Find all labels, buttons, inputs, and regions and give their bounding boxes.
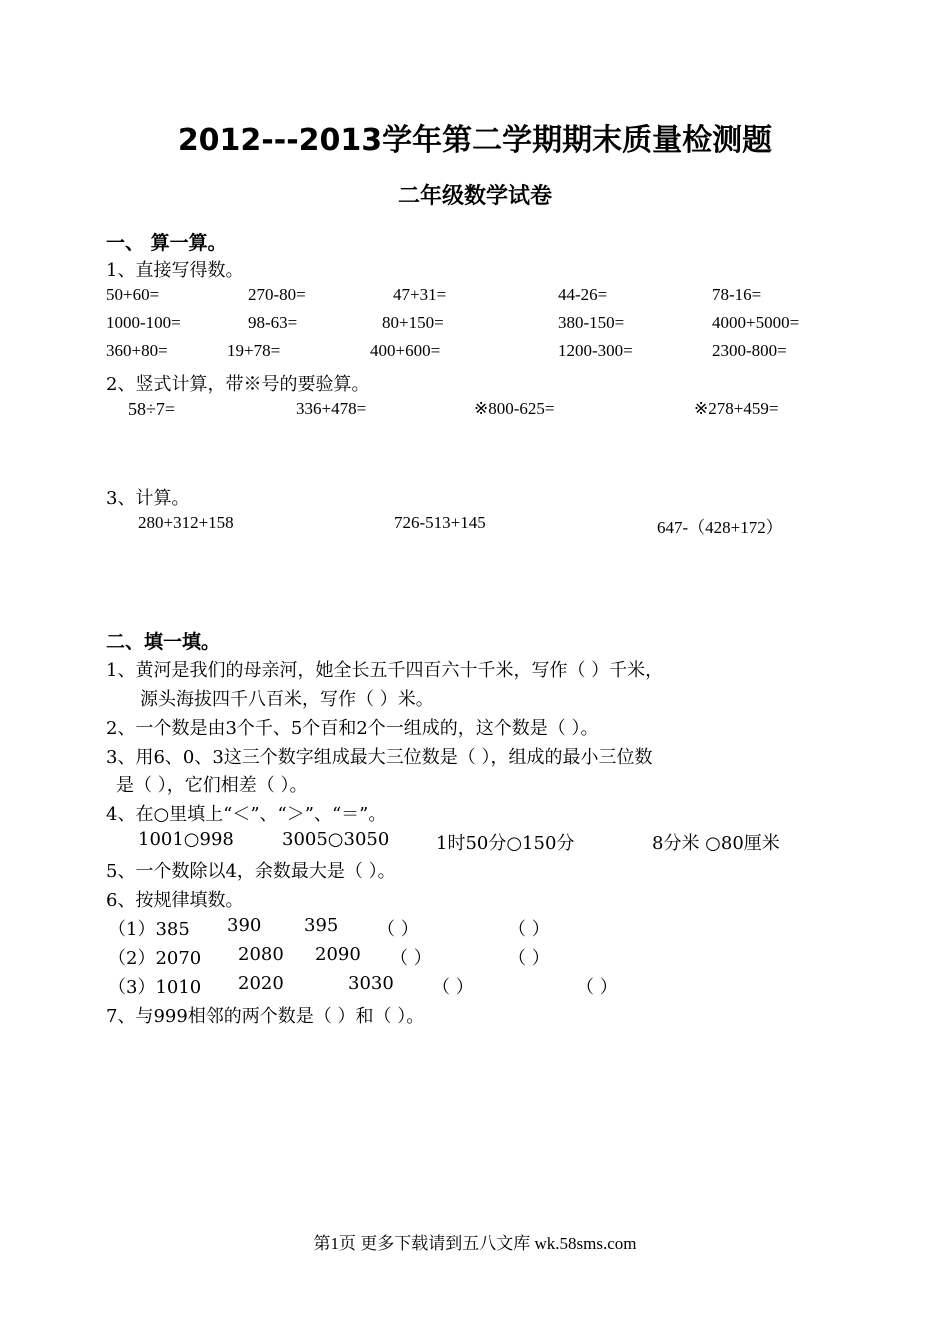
calc-item: 726-513+145 — [394, 513, 486, 532]
compare-item: 1001○998 — [138, 829, 234, 850]
pattern-item: （ ） — [377, 919, 419, 940]
compare-item: 8分米 ○80厘米 — [652, 833, 780, 854]
pattern-item: 2020 — [238, 973, 284, 994]
page-footer: 第1页 更多下载请到五八文库 wk.58sms.com — [313, 1234, 637, 1253]
oral-calc-item: 1200-300= — [558, 341, 633, 360]
fill-q1-line2: 源头海拔四千八百米，写作（ ）米。 — [140, 689, 434, 710]
oral-calc-item: 80+150= — [382, 313, 444, 332]
pattern-item: 390 — [227, 915, 262, 936]
fill-q7: 7、与999相邻的两个数是（ ）和（ ）。 — [106, 1006, 425, 1027]
oral-calc-item: 98-63= — [248, 313, 298, 332]
oral-calc-item: 400+600= — [370, 341, 441, 360]
oral-calc-item: 44-26= — [558, 285, 608, 304]
vertical-calc-item: 58÷7= — [128, 399, 176, 419]
section-1-heading: 一、 算一算。 — [106, 232, 227, 254]
fill-q4: 4、在○里填上“＜”、“＞”、“＝”。 — [106, 804, 387, 825]
calc-item: 280+312+158 — [138, 513, 234, 532]
vertical-calc-item: ※278+459= — [694, 399, 779, 418]
q1-prompt: 1、直接写得数。 — [106, 260, 244, 281]
pattern-item: （ ） — [508, 948, 550, 969]
pattern-item: （ ） — [576, 977, 618, 998]
fill-q1-line1: 1、黄河是我们的母亲河，她全长五千四百六十千米，写作（ ）千米， — [106, 660, 664, 681]
page-title: 2012---2013学年第二学期期末质量检测题 — [177, 123, 773, 158]
q2-prompt: 2、竖式计算，带※号的要验算。 — [106, 374, 370, 395]
pattern-item: 2080 — [238, 944, 284, 965]
section-2-heading: 二、填一填。 — [106, 631, 221, 653]
fill-q5: 5、一个数除以4，余数最大是（ ）。 — [106, 861, 396, 882]
pattern-item: （3）1010 — [108, 977, 202, 998]
pattern-item: 395 — [304, 915, 339, 936]
vertical-calc-item: ※800-625= — [474, 399, 555, 418]
q3-prompt: 3、计算。 — [106, 488, 190, 509]
oral-calc-item: 78-16= — [712, 285, 762, 304]
pattern-item: （ ） — [432, 977, 474, 998]
pattern-item: （ ） — [508, 919, 550, 940]
fill-q6: 6、按规律填数。 — [106, 890, 244, 911]
oral-calc-item: 270-80= — [248, 285, 306, 304]
oral-calc-item: 360+80= — [106, 341, 168, 360]
page-subtitle: 二年级数学试卷 — [397, 184, 552, 209]
oral-calc-item: 4000+5000= — [712, 313, 800, 332]
vertical-calc-item: 336+478= — [296, 399, 367, 418]
calc-item: 647-（428+172） — [657, 518, 783, 537]
oral-calc-item: 47+31= — [393, 285, 447, 304]
oral-calc-item: 50+60= — [106, 285, 160, 304]
pattern-item: 2090 — [315, 944, 361, 965]
pattern-item: 3030 — [348, 973, 394, 994]
pattern-item: （1）385 — [108, 919, 190, 940]
pattern-item: （2）2070 — [108, 948, 202, 969]
pattern-item: （ ） — [390, 948, 432, 969]
compare-item: 3005○3050 — [282, 829, 390, 850]
fill-q3-line1: 3、用6、0、3这三个数字组成最大三位数是（ ），组成的最小三位数 — [106, 747, 653, 768]
oral-calc-item: 19+78= — [227, 341, 281, 360]
oral-calc-item: 1000-100= — [106, 313, 181, 332]
oral-calc-item: 2300-800= — [712, 341, 787, 360]
compare-item: 1时50分○150分 — [436, 833, 575, 854]
fill-q2: 2、一个数是由3个千、5个百和2个一组成的，这个数是（ ）。 — [106, 718, 599, 739]
fill-q3-line2: 是（ ），它们相差（ ）。 — [116, 775, 308, 796]
oral-calc-item: 380-150= — [558, 313, 625, 332]
